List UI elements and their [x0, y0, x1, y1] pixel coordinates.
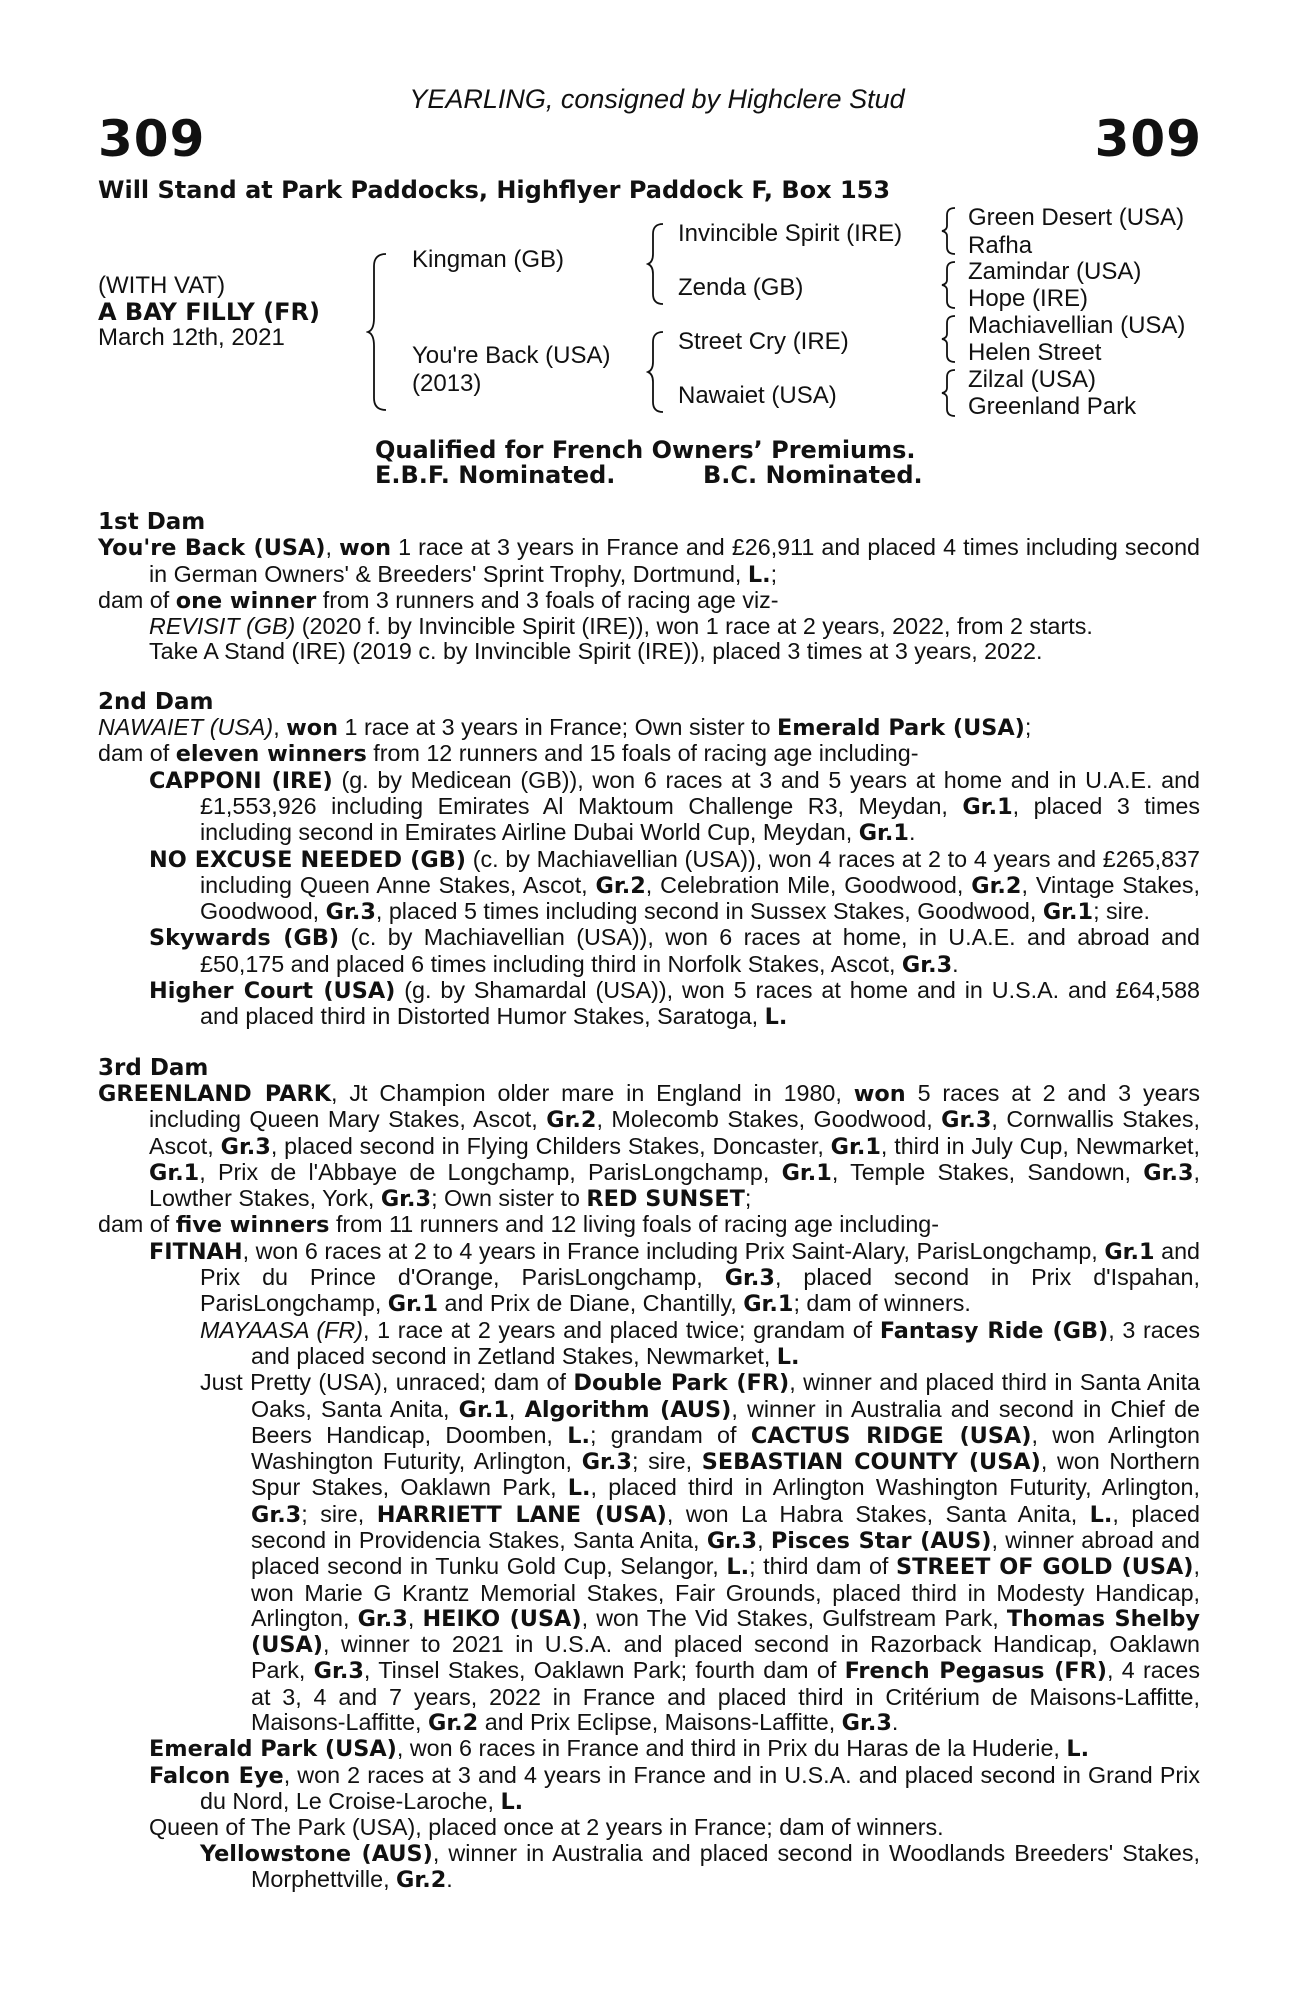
pedigree-g3: Zamindar (USA) [968, 258, 1142, 285]
produce-falcon-eye: Falcon Eye, won 2 races at 3 and 4 years in France and in U.S.A. and placed second in Grand Prix du Nord, Le Croise-Laroche, L. [149, 1761, 1200, 1815]
pedigree-brace-dam [646, 330, 666, 414]
pedigree-sire-sire: Invincible Spirit (IRE) [678, 220, 903, 247]
pedigree-g2: Rafha [968, 232, 1033, 259]
pedigree-brace-g4 [940, 368, 958, 418]
vat-note: (WITH VAT) [98, 272, 226, 299]
lot-number-right: 309 [1094, 110, 1202, 168]
lot-number-left: 309 [98, 110, 206, 168]
produce-higher-court: Higher Court (USA) (g. by Shamardal (USA)), won 5 races at home and in U.S.A. and £64,588 and placed third in Distorted Humor Stakes, Saratoga, L. [149, 977, 1201, 1031]
second-dam-produce: dam of eleven winners from 12 runners and 15 foals of racing age including- [98, 740, 919, 768]
pedigree-dam-dam: Nawaiet (USA) [678, 382, 837, 409]
produce-skywards: Skywards (GB) (c. by Machiavellian (USA)), won 6 races at home, in U.A.E. and abroad and £50,175 and placed 6 times including third in Norfolk Stakes, Ascot, Gr.3. [149, 924, 1200, 978]
consignor-line: YEARLING, consigned by Highclere Stud [409, 84, 905, 114]
produce-yellowstone: Yellowstone (AUS), winner in Australia and placed second in Woodlands Breeders' Stakes, Morphettville, Gr.2. [200, 1839, 1200, 1893]
first-dam-record: You're Back (USA), won 1 race at 3 years in France and £26,911 and placed 4 times including second in German Owners' & Breeders' Sprint Trophy, Dortmund, L.; [98, 534, 1201, 588]
pedigree-g6: Helen Street [968, 339, 1102, 366]
produce-no-excuse-needed: NO EXCUSE NEEDED (GB) (c. by Machiavellian (USA)), won 4 races at 2 to 4 years and £265,837 including Queen Anne Stakes, Ascot, Gr.2, Celebration Mile, Goodwood, Gr.2, Vintage Stakes, Goodwood, Gr.3, placed 5 times including second in Sussex Stakes, Goodwood, Gr.1; sire. [149, 845, 1200, 926]
pedigree-dam: You're Back (USA) [412, 342, 611, 369]
produce-take-a-stand: Take A Stand (IRE) (2019 c. by Invincible Spirit (IRE)), placed 3 times at 3 years, 2022. [149, 638, 1043, 665]
third-dam-record: GREENLAND PARK, Jt Champion older mare in England in 1980, won 5 races at 2 and 3 years including Queen Mary Stakes, Ascot, Gr.2, Molecomb Stakes, Goodwood, Gr.3, Cornwallis Stakes, Ascot, Gr.3, placed second in Flying Childers Stakes, Doncaster, Gr.1, third in July Cup, Newmarket, Gr.1, Prix de l'Abbaye de Longchamp, ParisLongchamp, Gr.1, Temple Stakes, Sandown, Gr.3, Lowther Stakes, York, Gr.3; Own sister to RED SUNSET; [98, 1079, 1200, 1213]
pedigree-brace-g2 [940, 260, 958, 310]
second-dam-heading: 2nd Dam [98, 688, 214, 715]
stand-location: Will Stand at Park Paddocks, Highflyer Paddock F, Box 153 [98, 176, 891, 204]
produce-mayaasa: MAYAASA (FR), 1 race at 2 years and placed twice; grandam of Fantasy Ride (GB), 3 races and placed second in Zetland Stakes, Newmarket, L. [200, 1316, 1200, 1370]
pedigree-g8: Greenland Park [968, 393, 1137, 420]
pedigree-sire: Kingman (GB) [412, 246, 565, 273]
horse-name: A BAY FILLY (FR) [98, 298, 320, 326]
produce-fitnah: FITNAH, won 6 races at 2 to 4 years in France including Prix Saint-Alary, ParisLongchamp, Gr.1 and Prix du Prince d'Orange, ParisLongchamp, Gr.3, placed second in Prix d'Ispahan, ParisLongchamp, Gr.1 and Prix de Diane, Chantilly, Gr.1; dam of winners. [149, 1237, 1200, 1318]
produce-revisit: REVISIT (GB) (2020 f. by Invincible Spirit (IRE)), won 1 race at 2 years, 2022, from 2 starts. [149, 613, 1093, 640]
produce-record [98, 510, 1200, 1893]
horse-dob: March 12th, 2021 [98, 324, 285, 351]
pedigree-g1: Green Desert (USA) [968, 204, 1185, 231]
first-dam-produce: dam of one winner from 3 runners and 3 foals of racing age viz- [98, 586, 779, 614]
pedigree-dam-sire: Street Cry (IRE) [678, 328, 849, 355]
pedigree-dam-year: (2013) [412, 370, 482, 397]
first-dam-heading: 1st Dam [98, 509, 206, 535]
pedigree-brace-g1 [940, 206, 958, 256]
ebf-note: E.B.F. Nominated. [375, 461, 616, 489]
pedigree-brace-main [366, 252, 390, 412]
produce-queen-of-the-park: Queen of The Park (USA), placed once at 2 years in France; dam of winners. [149, 1814, 944, 1841]
produce-emerald-park: Emerald Park (USA), won 6 races in France and third in Prix du Haras de la Huderie, L. [149, 1735, 1090, 1763]
pedigree-brace-sire [646, 222, 666, 306]
bc-note: B.C. Nominated. [703, 461, 923, 489]
produce-capponi: CAPPONI (IRE) (g. by Medicean (GB)), won 6 races at 3 and 5 years at home and in U.A.E. and £1,553,926 including Emirates Al Maktoum Challenge R3, Meydan, Gr.1, placed 3 times including second in Emirates Airline Dubai World Cup, Meydan, Gr.1. [149, 766, 1201, 847]
second-dam-record: NAWAIET (USA), won 1 race at 3 years in France; Own sister to Emerald Park (USA); [98, 714, 1032, 742]
premiums-note: Qualified for French Owners’ Premiums. [375, 436, 916, 464]
pedigree-brace-g3 [940, 314, 958, 364]
pedigree-g4: Hope (IRE) [968, 285, 1089, 312]
pedigree-g5: Machiavellian (USA) [968, 312, 1186, 339]
pedigree-sire-dam: Zenda (GB) [678, 274, 804, 301]
third-dam-heading: 3rd Dam [98, 1054, 209, 1081]
third-dam-produce: dam of five winners from 11 runners and 12 living foals of racing age including- [98, 1211, 939, 1239]
produce-just-pretty: Just Pretty (USA), unraced; dam of Double Park (FR), winner and placed third in Santa Anita Oaks, Santa Anita, Gr.1, Algorithm (AUS), winner in Australia and second in Chief de Beers Handicap, Doomben, L.; grandam of CACTUS RIDGE (USA), won Arlington Washington Futurity, Arlington, Gr.3; sire, SEBASTIAN COUNTY (USA), won Northern Spur Stakes, Oaklawn Park, L., placed third in Arlington Washington Futurity, Arlington, Gr.3; sire, HARRIETT LANE (USA), won La Habra Stakes, Santa Anita, L., placed second in Providencia Stakes, Santa Anita, Gr.3, Pisces Star (AUS), winner abroad and placed second in Tunku Gold Cup, Selangor, L.; third dam of STREET OF GOLD (USA), won Marie G Krantz Memorial Stakes, Fair Grounds, placed third in Modesty Handicap, Arlington, Gr.3, HEIKO (USA), won The Vid Stakes, Gulfstream Park, Thomas Shelby (USA), winner to 2021 in U.S.A. and placed second in Razorback Handicap, Oaklawn Park, Gr.3, Tinsel Stakes, Oaklawn Park; fourth dam of French Pegasus (FR), 4 races at 3, 4 and 7 years, 2022 in France and placed third in Critérium de Maisons-Laffitte, Maisons-Laffitte, Gr.2 and Prix Eclipse, Maisons-Laffitte, Gr.3. [200, 1369, 1201, 1737]
pedigree-g7: Zilzal (USA) [968, 366, 1097, 393]
